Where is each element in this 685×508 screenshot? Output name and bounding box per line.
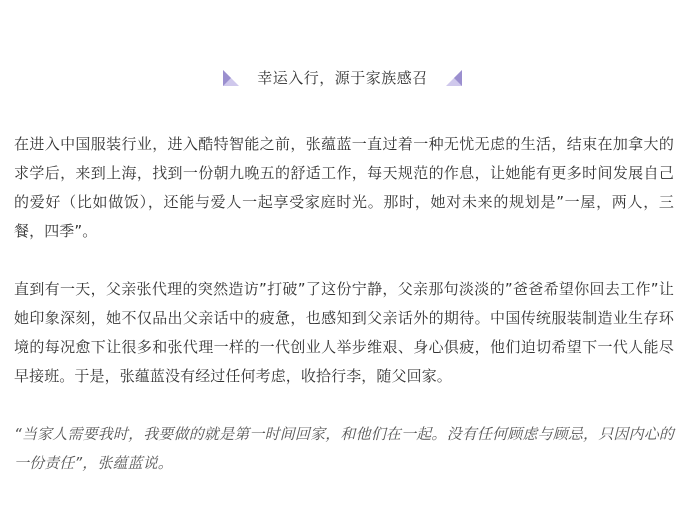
- section-heading: [0, 66, 685, 90]
- paragraph-1: 在进入中国服装行业，进入酷特智能之前，张蕴蓝一直过着一种无忧无虑的生活，结束在加拿大的求学后，来到上海，找到一份朝九晚五的舒适工作，每天规范的作息，让她能有更多时间发展自己的爱好（比如做饭），还能与爱人一起享受家庭时光。那时，她对未来的规划是”一屋，两人，三餐，四季”。: [14, 135, 674, 240]
- triangle-right-icon: [446, 70, 462, 86]
- article-body: [14, 130, 674, 478]
- quote-paragraph: “当家人需要我时，我要做的就是第一时间回家，和他们在一起。没有任何顾虑与顾忌，只因内心的一份责任”，张蕴蓝说。: [14, 425, 674, 472]
- paragraph-2: 直到有一天，父亲张代理的突然造访”打破”了这份宁静，父亲那句淡淡的”爸爸希望你回去工作”让她印象深刻，她不仅品出父亲话中的疲惫，也感知到父亲话外的期待。中国传统服装制造业生存环境的每况愈下让很多和张代理一样的一代创业人举步维艰、身心俱疲，他们迫切希望下一代人能尽早接班。于是，张蕴蓝没有经过任何考虑，收拾行李，随父回家。: [14, 280, 674, 385]
- triangle-left-icon: [223, 70, 239, 86]
- section-title: 幸运入行，源于家族感召: [257, 69, 428, 87]
